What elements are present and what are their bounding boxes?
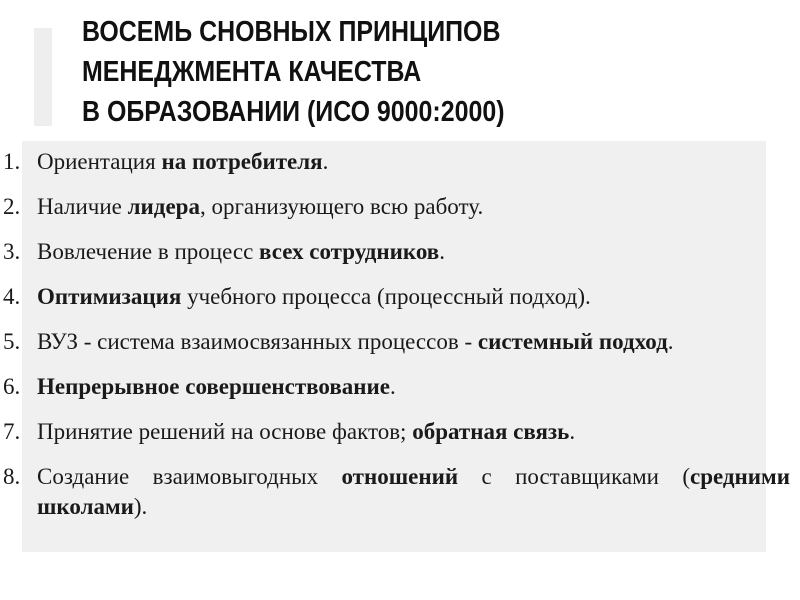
decorative-bar	[34, 28, 52, 126]
title-line-1: ВОСЕМЬ СНОВНЫХ ПРИНЦИПОВ	[82, 16, 501, 48]
list-item-number: 3.	[3, 239, 21, 264]
list-item-text	[37, 327, 790, 357]
list-item-number: 4.	[3, 284, 21, 309]
emphasized-text: системный подход	[477, 329, 668, 354]
list-item-text	[37, 237, 790, 267]
list-item-number: 8.	[3, 464, 21, 489]
slide-title	[82, 12, 505, 132]
emphasized-text: лидера	[127, 194, 200, 219]
text-segment: Ориентация	[37, 149, 162, 174]
list-item	[0, 237, 790, 267]
principles-list	[0, 147, 790, 537]
text-segment: Наличие	[37, 194, 128, 219]
emphasized-text: обратная связь	[412, 419, 570, 444]
list-item-text	[37, 192, 790, 222]
title-line-2: МЕНЕДЖМЕНТА КАЧЕСТВА	[82, 56, 422, 88]
text-segment: ).	[133, 494, 148, 519]
text-segment: .	[322, 149, 329, 174]
text-segment: .	[569, 419, 576, 444]
list-item	[0, 192, 790, 222]
list-item-text	[37, 147, 790, 177]
list-item	[0, 372, 790, 402]
list-item-number: 6.	[3, 374, 21, 399]
list-item	[0, 417, 790, 447]
list-item-number: 7.	[3, 419, 21, 444]
emphasized-text: Оптимизация	[37, 284, 182, 309]
text-segment: с поставщиками (	[458, 464, 691, 489]
list-item-text	[37, 372, 790, 402]
list-item-text	[37, 282, 790, 312]
emphasized-text: всех сотрудников	[259, 239, 440, 264]
text-segment: .	[667, 329, 674, 354]
title-line-3: В ОБРАЗОВАНИИ (ИСО 9000:2000)	[82, 96, 505, 128]
list-item-number: 5.	[3, 329, 21, 354]
list-item-number: 2.	[3, 194, 21, 219]
text-segment: Создание взаимовыгодных	[37, 464, 342, 489]
text-segment: .	[390, 374, 396, 399]
emphasized-text: отношений	[341, 464, 459, 489]
text-segment: ВУЗ - система взаимосвязанных процессов -	[37, 329, 478, 354]
emphasized-text: Непрерывное совершенствование	[37, 374, 390, 399]
text-segment: Принятие решений на основе фактов;	[37, 419, 413, 444]
text-segment: , организующего всю работу.	[199, 194, 484, 219]
list-item	[0, 462, 790, 522]
list-item	[0, 327, 790, 357]
emphasized-text: на потребителя	[161, 149, 323, 174]
list-item	[0, 282, 790, 312]
text-segment: учебного процесса (процессный подход).	[181, 284, 591, 309]
text-segment: Вовлечение в процесс	[37, 239, 260, 264]
emphasized-text: средними школами	[37, 464, 790, 519]
list-item-number: 1.	[3, 149, 21, 174]
list-item-text	[37, 462, 790, 522]
list-item	[0, 147, 790, 177]
list-item-text	[37, 417, 790, 447]
text-segment: .	[439, 239, 445, 264]
